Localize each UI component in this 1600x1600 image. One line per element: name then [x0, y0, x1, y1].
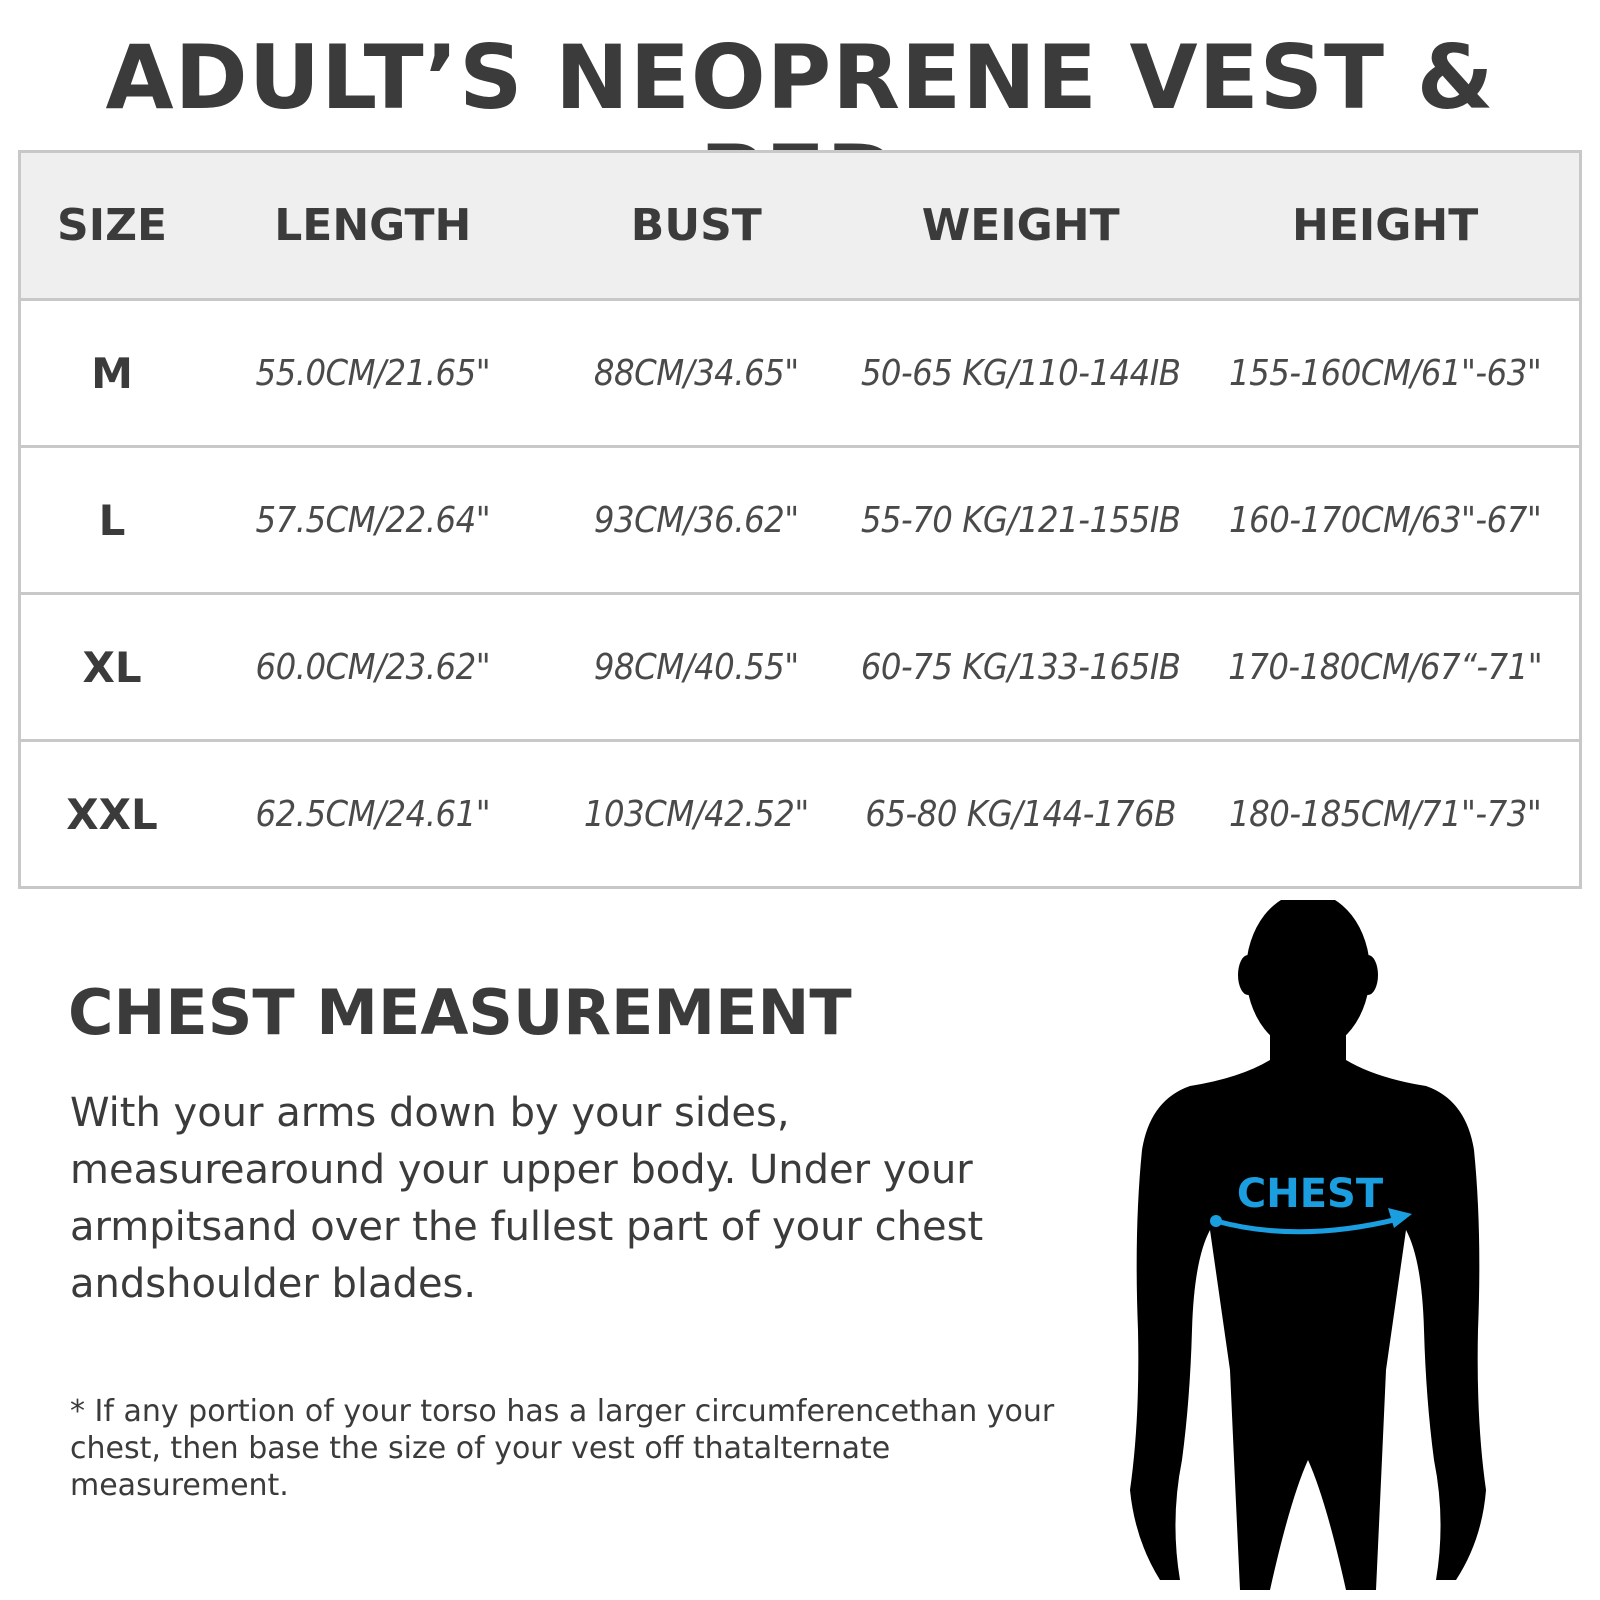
height-cell: 180-185CM/71"-73" — [1229, 793, 1542, 835]
height-cell: 160-170CM/63"-67" — [1229, 499, 1542, 541]
bust-cell: 88CM/34.65" — [593, 352, 799, 394]
body-silhouette-figure — [1130, 900, 1570, 1590]
table-row — [20, 741, 1581, 888]
size-cell: XXL — [66, 789, 158, 839]
chest-measurement-note: * If any portion of your torso has a larger circumferencethan your chest, then base the size of your vest off thatalternate measurement. — [70, 1394, 1055, 1503]
header-size: SIZE — [20, 152, 204, 300]
chest-measurement-heading: CHEST MEASUREMENT — [68, 976, 852, 1049]
header-length: LENGTH — [203, 152, 542, 300]
length-cell: 57.5CM/22.64" — [255, 499, 491, 541]
header-weight: WEIGHT — [850, 152, 1191, 300]
bust-cell: 98CM/40.55" — [593, 646, 799, 688]
height-cell: 170-180CM/67“-71" — [1228, 646, 1543, 688]
chest-arrow-start-icon — [1210, 1215, 1222, 1227]
size-cell: XL — [82, 642, 142, 692]
weight-cell: 60-75 KG/133-165IB — [860, 646, 1181, 688]
height-cell: 155-160CM/61"-63" — [1229, 352, 1542, 394]
header-bust: BUST — [543, 152, 851, 300]
size-cell: M — [91, 348, 133, 398]
chest-label: CHEST — [1236, 1171, 1384, 1217]
bust-cell: 103CM/42.52" — [583, 793, 809, 835]
size-chart-table — [18, 150, 1582, 889]
weight-cell: 65-80 KG/144-176B — [865, 793, 1176, 835]
weight-cell: 55-70 KG/121-155IB — [860, 499, 1181, 541]
header-height: HEIGHT — [1191, 152, 1580, 300]
chest-measurement-instructions: With your arms down by your sides, measurearound your upper body. Under your armpitsand over the fullest part of your chest andshoulder blades. — [70, 1090, 984, 1307]
size-cell: L — [98, 495, 126, 545]
length-cell: 60.0CM/23.62" — [255, 646, 491, 688]
table-header-row — [20, 152, 1581, 300]
length-cell: 62.5CM/24.61" — [255, 793, 491, 835]
silhouette-icon — [1130, 900, 1486, 1590]
weight-cell: 50-65 KG/110-144IB — [860, 352, 1181, 394]
page-title: ADULT’S NEOPRENE VEST & PFD — [105, 26, 1495, 229]
table-row — [20, 594, 1581, 741]
table-row — [20, 447, 1581, 594]
bust-cell: 93CM/36.62" — [593, 499, 799, 541]
table-row — [20, 300, 1581, 447]
length-cell: 55.0CM/21.65" — [255, 352, 491, 394]
